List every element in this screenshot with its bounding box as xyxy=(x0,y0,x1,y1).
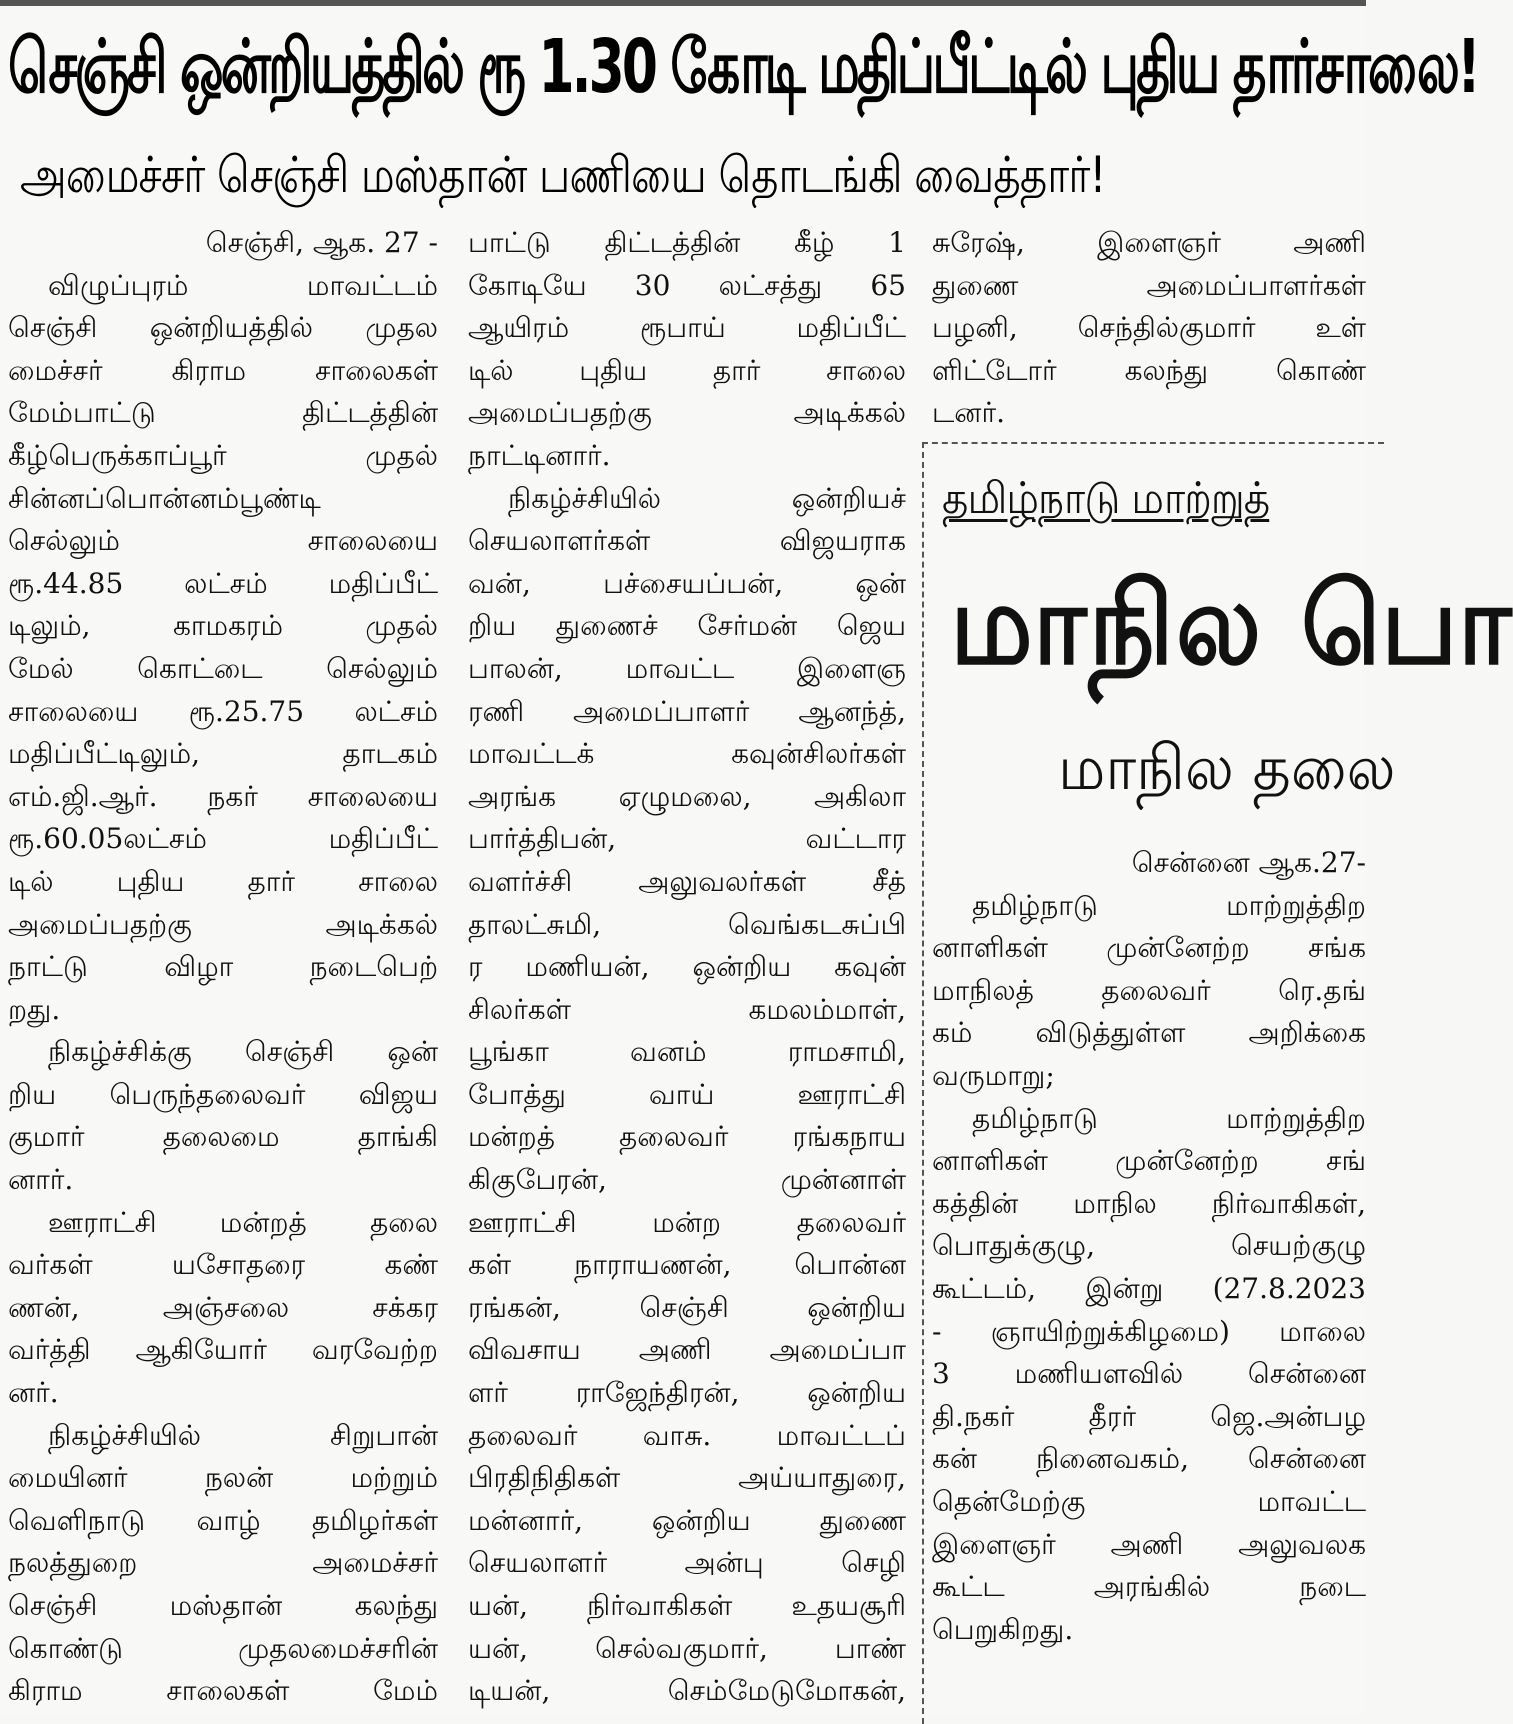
text-line: செஞ்சி ஒன்றியத்தில் முதல xyxy=(8,311,438,345)
text-line: வெளிநாடு வாழ் தமிழர்கள் xyxy=(8,1503,438,1537)
text-line: பூங்கா வனம் ராமசாமி, xyxy=(468,1035,906,1069)
article-column-1 xyxy=(8,222,438,1713)
second-article-body xyxy=(932,842,1366,1651)
text-line: வர்த்தி ஆகியோர் வரவேற்ற xyxy=(8,1333,438,1367)
text-line: யன், செல்வகுமார், பாண் xyxy=(468,1631,906,1665)
text-line: பெறுகிறது. xyxy=(932,1612,1074,1646)
text-line: - ஞாயிற்றுக்கிழமை) மாலை xyxy=(932,1314,1366,1348)
text-line: மதிப்பீட்டிலும், தாடகம் xyxy=(8,737,438,771)
text-line: அரங்க ஏழுமலை, அகிலா xyxy=(468,779,906,813)
text-line: மன்றத் தலைவர் ரங்கநாய xyxy=(468,1120,906,1154)
text-line: பார்த்திபன், வட்டார xyxy=(468,822,906,856)
text-line: கத்தின் மாநில நிர்வாகிகள், xyxy=(932,1186,1366,1220)
text-line: மேல் கொட்டை செல்லும் xyxy=(8,651,438,685)
text-line: நலத்துறை அமைச்சர் xyxy=(8,1546,438,1580)
text-line: பழனி, செந்தில்குமார் உள் xyxy=(932,311,1366,345)
text-line: ளர் ராஜேந்திரன், ஒன்றிய xyxy=(468,1376,906,1410)
text-line: டிலும், காமகரம் முதல் xyxy=(8,609,438,643)
text-line: அமைப்பதற்கு அடிக்கல் xyxy=(8,907,438,941)
text-line: டில் புதிய தார் சாலை xyxy=(468,353,906,387)
text-line: பிரதிநிதிகள் அய்யாதுரை, xyxy=(468,1461,906,1495)
text-line: இளைஞர் அணி அலுவலக xyxy=(932,1527,1366,1561)
text-line: 3 மணியளவில் சென்னை xyxy=(932,1357,1366,1391)
text-line: பொதுக்குழு, செயற்குழு xyxy=(932,1229,1366,1263)
text-line: தமிழ்நாடு மாற்றுத்திற xyxy=(972,888,1366,922)
text-line: ரூ.44.85 லட்சம் மதிப்பீட் xyxy=(8,566,438,600)
text-line: ரூ.60.05லட்சம் மதிப்பீட் xyxy=(8,822,438,856)
text-line: யன், நிர்வாகிகள் உதயசூரி xyxy=(468,1589,906,1622)
text-line: ளிட்டோர் கலந்து கொண் xyxy=(932,353,1366,387)
text-line: நிகழ்ச்சியில் ஒன்றியச் xyxy=(508,481,906,515)
text-line: னாளிகள் முன்னேற்ற சங் xyxy=(932,1144,1366,1178)
headline: செஞ்சி ஒன்றியத்தில் ரூ 1.30 கோடி மதிப்பீட்டில் புதிய தார்சாலை! xyxy=(8,24,1478,110)
text-line: கன் நினைவகம், சென்னை xyxy=(932,1442,1366,1476)
text-line: சுரேஷ், இளைஞர் அணி xyxy=(932,226,1366,259)
text-line: ணன், அஞ்சலை சக்கர xyxy=(8,1290,438,1324)
text-line: குமார் தலைமை தாங்கி xyxy=(8,1120,438,1154)
text-line: வளர்ச்சி அலுவலர்கள் சீத் xyxy=(468,864,906,898)
text-line: வன், பச்சையப்பன், ஒன் xyxy=(468,566,906,600)
text-line: சிலர்கள் கமலம்மாள், xyxy=(468,992,906,1026)
text-line: டில் புதிய தார் சாலை xyxy=(8,864,438,898)
dateline: சென்னை ஆக.27- xyxy=(1131,846,1366,879)
text-line: நிகழ்ச்சிக்கு செஞ்சி ஒன் xyxy=(48,1035,438,1069)
text-line: னர். xyxy=(8,1376,59,1410)
text-line: கூட்ட அரங்கில் நடை xyxy=(932,1570,1366,1604)
text-line: கூட்டம், இன்று (27.8.2023 xyxy=(932,1271,1366,1305)
text-line: னாளிகள் முன்னேற்ற சங்க xyxy=(932,931,1366,965)
article-column-2 xyxy=(468,222,906,1713)
text-line: மாவட்டக் கவுன்சிலர்கள் xyxy=(468,737,906,771)
text-line: வருமாறு; xyxy=(932,1058,1055,1092)
text-line: ர மணியன், ஒன்றிய கவுன் xyxy=(468,950,906,984)
text-line: கள் நாராயணன், பொன்ன xyxy=(468,1248,906,1282)
text-line: தலைவர் வாசு. மாவட்டப் xyxy=(468,1418,906,1452)
text-line: நாட்டு விழா நடைபெற் xyxy=(8,950,438,984)
text-line: கிராம சாலைகள் மேம் xyxy=(8,1674,438,1708)
second-article-banner: மாநில பொ xyxy=(950,560,1513,690)
text-line: ஆயிரம் ரூபாய் மதிப்பீட் xyxy=(468,311,906,345)
text-line: செஞ்சி மஸ்தான் கலந்து xyxy=(8,1589,438,1622)
text-line: கம் விடுத்துள்ள அறிக்கை xyxy=(932,1016,1366,1050)
text-line: வர்கள் யசோதரை கண் xyxy=(8,1248,438,1282)
text-line: கோடியே 30 லட்சத்து 65 xyxy=(468,268,906,302)
text-line: மையினர் நலன் மற்றும் xyxy=(8,1461,438,1495)
text-line: றிய துணைச் சேர்மன் ஜெய xyxy=(468,609,906,643)
text-line: சின்னப்பொன்னம்பூண்டி xyxy=(8,481,321,515)
text-line: எம்.ஜி.ஆர். நகர் சாலையை xyxy=(8,779,438,813)
text-line: துணை அமைப்பாளர்கள் xyxy=(932,268,1366,302)
text-line: செயலாளர் அன்பு செழி xyxy=(468,1546,906,1580)
text-line: அமைப்பதற்கு அடிக்கல் xyxy=(468,396,906,430)
text-line: தி.நகர் தீரர் ஜெ.அன்பழ xyxy=(932,1399,1366,1433)
text-line: மன்னார், ஒன்றிய துணை xyxy=(468,1503,906,1537)
text-line: டனர். xyxy=(932,396,1005,430)
text-line: கொண்டு முதலமைச்சரின் xyxy=(8,1631,438,1665)
text-line: விழுப்புரம் மாவட்டம் xyxy=(48,268,438,302)
text-line: ரணி அமைப்பாளர் ஆனந்த், xyxy=(468,694,906,728)
text-line: தென்மேற்கு மாவட்ட xyxy=(932,1484,1366,1518)
text-line: ஊராட்சி மன்ற தலைவர் xyxy=(468,1205,906,1239)
text-line: ஊராட்சி மன்றத் தலை xyxy=(48,1205,438,1239)
text-line: தமிழ்நாடு மாற்றுத்திற xyxy=(972,1101,1366,1135)
second-article-subbanner: மாநில தலை xyxy=(1058,731,1396,804)
text-line: போத்து வாய் ஊராட்சி xyxy=(468,1077,906,1111)
text-line: பாட்டு திட்டத்தின் கீழ் 1 xyxy=(468,226,906,259)
text-line: றது. xyxy=(8,992,61,1026)
text-line: ரங்கன், செஞ்சி ஒன்றிய xyxy=(468,1290,906,1324)
text-line: பாலன், மாவட்ட இளைஞ xyxy=(468,651,906,685)
text-line: மைச்சர் கிராம சாலைகள் xyxy=(8,353,438,387)
text-line: னார். xyxy=(8,1163,74,1197)
text-line: கிகுபேரன், முன்னாள் xyxy=(468,1163,906,1197)
text-line: செயலாளர்கள் விஜயராக xyxy=(468,524,906,558)
text-line: டியன், செம்மேடுமோகன், xyxy=(468,1674,906,1708)
dateline: செஞ்சி, ஆக. 27 - xyxy=(205,226,438,259)
text-line: மாநிலத் தலைவர் ரெ.தங் xyxy=(932,973,1366,1007)
text-line: மேம்பாட்டு திட்டத்தின் xyxy=(8,396,438,430)
text-line: றிய பெருந்தலைவர் விஜய xyxy=(8,1077,438,1111)
article-column-3 xyxy=(932,222,1366,435)
subheadline: அமைச்சர் செஞ்சி மஸ்தான் பணியை தொடங்கி வைத்தார்! xyxy=(20,146,1106,204)
top-rule xyxy=(0,0,1366,6)
text-line: சாலையை ரூ.25.75 லட்சம் xyxy=(8,694,438,728)
text-line: நாட்டினார். xyxy=(468,438,611,472)
text-line: விவசாய அணி அமைப்பா xyxy=(468,1333,906,1367)
text-line: நிகழ்ச்சியில் சிறுபான் xyxy=(48,1418,438,1452)
text-line: செல்லும் சாலையை xyxy=(8,524,438,558)
second-article-kicker: தமிழ்நாடு மாற்றுத் xyxy=(942,473,1270,524)
text-line: தாலட்சுமி, வெங்கடசுப்பி xyxy=(468,907,906,941)
text-line: கீழ்பெருக்காப்பூர் முதல் xyxy=(8,438,438,472)
